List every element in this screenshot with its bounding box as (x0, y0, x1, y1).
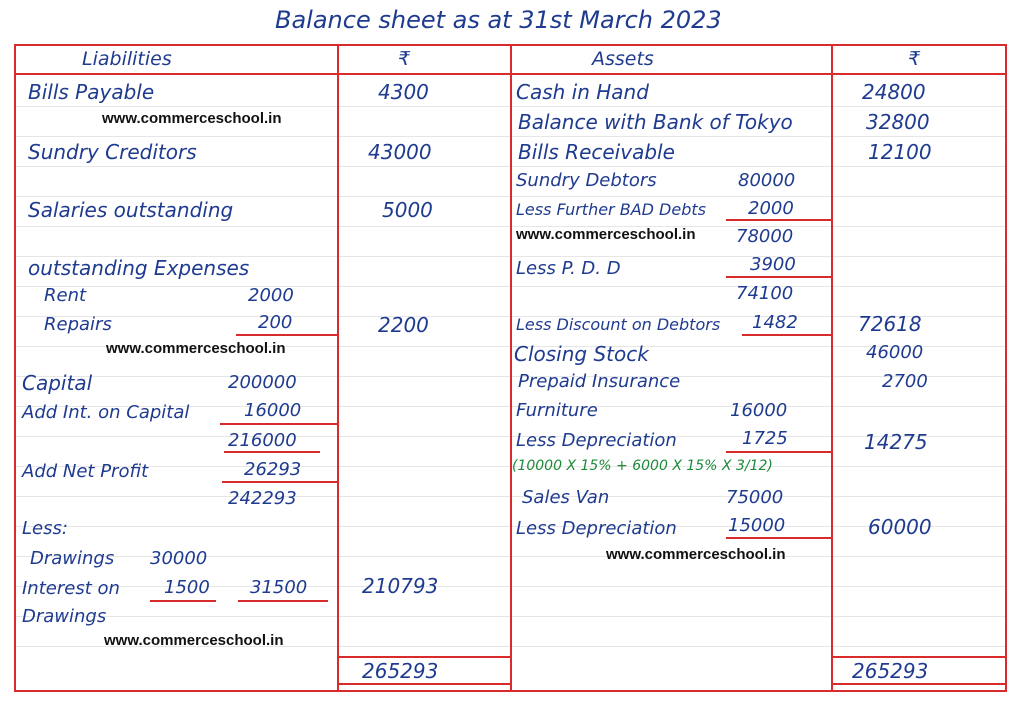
total-line-left-bottom (337, 683, 511, 685)
capital-amount: 200000 (228, 372, 297, 393)
watermark: www.commerceschool.in (106, 340, 286, 357)
cash-in-hand-amount: 24800 (862, 80, 926, 104)
capital-subtotal-2: 242293 (228, 488, 297, 509)
less-discount-amount: 1482 (752, 312, 798, 333)
add-int-capital-amount: 16000 (244, 400, 302, 421)
less-bad-debts-label: Less Further BAD Debts (516, 200, 706, 219)
sundry-debtors-amount: 80000 (738, 170, 796, 191)
interest-on-drawings-amount: 1500 (164, 577, 210, 598)
repairs-label: Repairs (44, 314, 112, 335)
rent-amount: 2000 (248, 285, 294, 306)
page-title: Balance sheet as at 31st March 2023 (275, 6, 722, 34)
bills-payable-amount: 4300 (378, 80, 429, 104)
outstanding-expenses-label: outstanding Expenses (28, 256, 250, 280)
underline (726, 451, 831, 453)
header-assets: Assets (592, 48, 654, 70)
bank-tokyo-label: Balance with Bank of Tokyo (518, 110, 793, 134)
less-pdd-label: Less P. D. D (516, 258, 621, 279)
salaries-outstanding-label: Salaries outstanding (28, 198, 234, 222)
underline (238, 600, 328, 602)
header-liabilities: Liabilities (82, 48, 172, 70)
underline (236, 334, 337, 336)
add-net-profit-label: Add Net Profit (22, 461, 149, 482)
less-dep-van-amount: 15000 (728, 515, 786, 536)
underline (726, 219, 831, 221)
watermark: www.commerceschool.in (606, 546, 786, 563)
debtors-subtotal-1: 78000 (736, 226, 794, 247)
sundry-debtors-label: Sundry Debtors (516, 170, 657, 191)
sales-van-amount: 75000 (726, 487, 784, 508)
depreciation-formula: (10000 X 15% + 6000 X 15% X 3/12) (512, 458, 773, 474)
sundry-creditors-amount: 43000 (368, 140, 432, 164)
add-int-capital-label: Add Int. on Capital (22, 402, 190, 423)
outstanding-expenses-total: 2200 (378, 313, 429, 337)
drawings-continued-label: Drawings (22, 606, 107, 627)
furniture-amount: 16000 (730, 400, 788, 421)
closing-stock-amount: 46000 (866, 342, 924, 363)
total-line-left (337, 656, 511, 658)
underline (726, 537, 831, 539)
rent-label: Rent (44, 285, 87, 306)
repairs-amount: 200 (258, 312, 293, 333)
watermark: www.commerceschool.in (102, 110, 282, 127)
salaries-outstanding-amount: 5000 (382, 198, 433, 222)
add-net-profit-amount: 26293 (244, 459, 302, 480)
column-divider (510, 44, 512, 692)
drawings-sum: 31500 (250, 577, 308, 598)
sales-van-total: 60000 (868, 515, 932, 539)
interest-on-label: Interest on (22, 578, 120, 599)
bills-receivable-amount: 12100 (868, 140, 932, 164)
less-dep-furniture-amount: 1725 (742, 428, 788, 449)
drawings-label: Drawings (30, 548, 115, 569)
watermark: www.commerceschool.in (516, 226, 696, 243)
furniture-label: Furniture (516, 400, 598, 421)
underline (150, 600, 216, 602)
furniture-total: 14275 (864, 430, 928, 454)
header-rupee-right: ₹ (908, 48, 921, 70)
sales-van-label: Sales Van (522, 487, 610, 508)
bank-tokyo-amount: 32800 (866, 110, 930, 134)
drawings-amount: 30000 (150, 548, 208, 569)
header-rupee-left: ₹ (398, 48, 411, 70)
capital-total: 210793 (362, 574, 439, 598)
less-pdd-amount: 3900 (750, 254, 796, 275)
underline (726, 276, 831, 278)
closing-stock-label: Closing Stock (514, 342, 649, 366)
less-bad-debts-amount: 2000 (748, 198, 794, 219)
prepaid-insurance-label: Prepaid Insurance (518, 371, 681, 392)
column-divider (831, 44, 833, 692)
total-line-right-bottom (831, 683, 1006, 685)
less-dep-van-label: Less Depreciation (516, 518, 677, 539)
bills-receivable-label: Bills Receivable (518, 140, 675, 164)
bills-payable-label: Bills Payable (28, 80, 155, 104)
capital-label: Capital (22, 371, 93, 395)
total-line-right (831, 656, 1006, 658)
debtors-subtotal-2: 74100 (736, 283, 794, 304)
liabilities-grand-total: 265293 (362, 659, 439, 683)
table-right-border (1005, 44, 1007, 692)
watermark: www.commerceschool.in (104, 632, 284, 649)
capital-subtotal-1: 216000 (228, 430, 297, 451)
cash-in-hand-label: Cash in Hand (516, 80, 649, 104)
assets-grand-total: 265293 (852, 659, 929, 683)
less-dep-furniture-label: Less Depreciation (516, 430, 677, 451)
underline (742, 334, 831, 336)
column-divider (337, 44, 339, 692)
underline (222, 481, 337, 483)
sundry-creditors-label: Sundry Creditors (28, 140, 197, 164)
table-left-border (14, 44, 16, 692)
underline (224, 451, 320, 453)
less-label: Less: (22, 518, 68, 539)
prepaid-insurance-amount: 2700 (882, 371, 928, 392)
less-discount-label: Less Discount on Debtors (516, 315, 721, 334)
underline (220, 423, 337, 425)
debtors-total: 72618 (858, 312, 922, 336)
